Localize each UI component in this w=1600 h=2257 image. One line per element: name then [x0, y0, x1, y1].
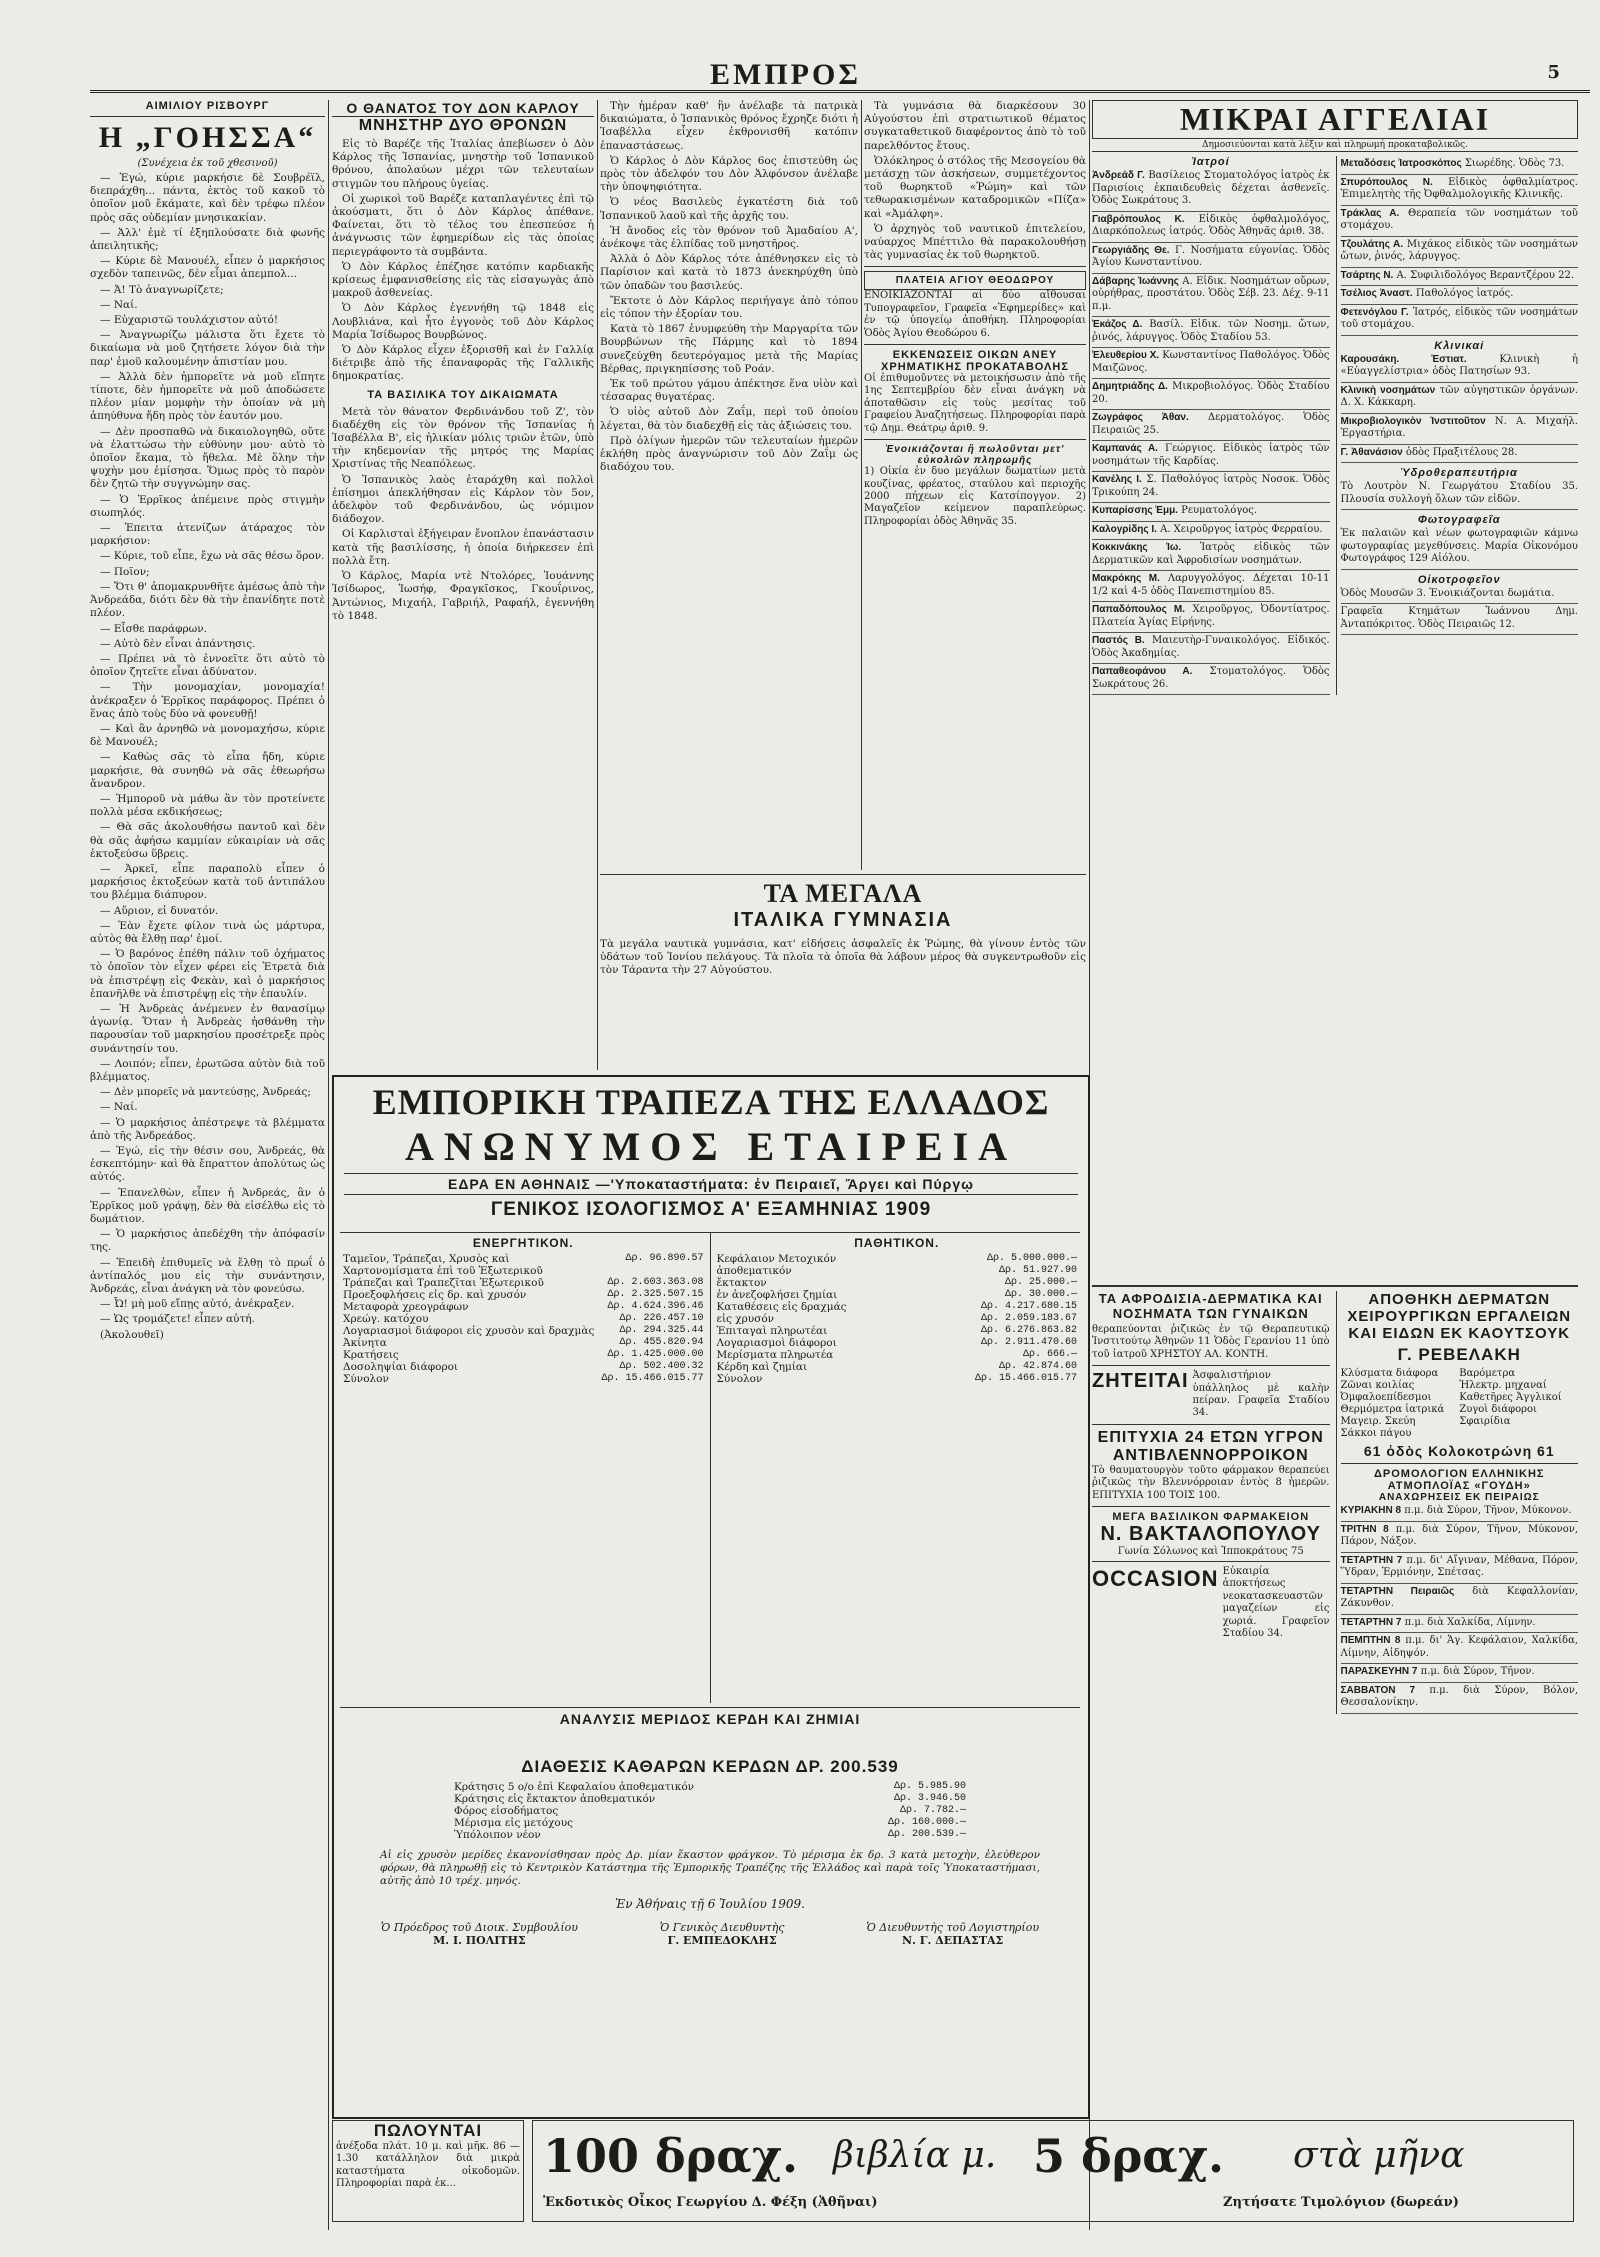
row-amount: Δρ. 200.539.— [887, 1829, 966, 1840]
doctor-ad: Κανέλης Ι. Σ. Παθολόγος ἰατρὸς Νοσοκ. Ὁδὸς Τρικούπη 24. [1092, 472, 1330, 503]
novel-paragraph: — Ἀ! Τὸ ἀναγνωρίζετε; [100, 283, 224, 296]
column-divider [597, 100, 598, 1070]
rubber-item: Βαρόμετρα [1459, 1368, 1516, 1379]
liabilities-table [714, 1253, 1081, 1385]
liability-row [714, 1373, 1081, 1385]
row-amount: Δρ. 5.985.90 [893, 1781, 966, 1792]
novel-paragraph: — Λοιπόν; εἶπεν, ἐρωτῶσα αὐτὸν διὰ τοῦ βλέμματος. [90, 1057, 325, 1083]
publisher: Ἐκδοτικὸς Οἶκος Γεωργίου Δ. Φέξη (Ἀθῆναι) [543, 2195, 878, 2210]
books-ad [532, 2120, 1574, 2222]
wanted-title: ΖΗΤΕΙΤΑΙ [1092, 1370, 1189, 1393]
rubber-item: Θερμόμετρα ἰατρικά [1340, 1404, 1445, 1415]
row-label: ἔκτακτον [716, 1277, 767, 1289]
doctor-ad: Τσάρτης Ν. Α. Συφιλιδολόγος Βεραντζέρου 22. [1341, 268, 1579, 287]
novel-paragraph: — Ὡς τρομάζετε! εἶπεν αὐτή. [100, 1313, 255, 1326]
row-label: εἰς χρυσόν [716, 1313, 775, 1325]
rubber-item: Μαγειρ. Σκεύη [1340, 1416, 1416, 1427]
bank-subtitle: ΑΝΩΝΥΜΟΣ ΕΤΑΙΡΕΙΑ [404, 1124, 1018, 1169]
lower-ads [1092, 1285, 1578, 1714]
doctor-ad: Καλογρίδης Ι. Α. Χειροῦργος ἰατρὸς Φερραίου. [1092, 522, 1330, 541]
novel-paragraph: — Αὔριον, εἰ δυνατόν. [100, 904, 219, 917]
row-amount: Δρ. 25.000.— [1004, 1277, 1077, 1288]
banner-text: Τὰ μεγάλα ναυτικὰ γυμνάσια, κατ' εἰδήσεις ἀσφαλεῖς ἐκ Ῥώμης, θὰ γίνουν ἐντὸς τῶν ὑδάτων τοῦ Ἰονίου πελάγους. Τὰ πλοῖα τὰ ὁποῖα θὰ λάβουν μέρος θὰ συγκεντρωθοῦν εἰς τὸν Τάραντα τὴν 27 Αὐγούστου. [600, 938, 1086, 977]
rubber-item: Καθετῆρες Ἀγγλικοί [1459, 1392, 1562, 1403]
rubber-title: ΑΠΟΘΗΚΗ ΔΕΡΜΑΤΩΝ ΧΕΙΡΟΥΡΓΙΚΩΝ ΕΡΓΑΛΕΙΩΝ ΚΑΙ ΕΙΔΩΝ ΕΚ ΚΑΟΥΤΣΟΥΚ [1347, 1291, 1572, 1342]
signature-role: Ὁ Πρόεδρος τοῦ Διοικ. Συμβουλίου [380, 1920, 578, 1934]
row-amount: Δρ. 666.— [1022, 1349, 1077, 1360]
row-amount: Δρ. 42.874.60 [998, 1361, 1077, 1372]
row-label: Τράπεζαι καὶ Τραπεζῖται Ἐξωτερικοῦ [343, 1277, 544, 1289]
rubber-address: 61 ὁδὸς Κολοκοτρώνη 61 [1363, 1443, 1555, 1459]
novel-paragraph: — Καθὼς σᾶς τὸ εἶπα ἤδη, κύριε μαρκήσιε, θὰ συνηθῶ νὰ σᾶς ἐθεωρήσω ἄνανδρον. [90, 751, 325, 790]
profit-table [451, 1781, 969, 1841]
doctor-ad: Σπυρόπουλος Ν. Εἰδικὸς ὀφθαλμίατρος. Ἐπιμελητὴς τῆς Ὀφθαλμολογικῆς Κλινικῆς. [1341, 175, 1579, 206]
shipping-line: ΤΕΤΑΡΤΗΝ 7 π.μ. δι' Αἴγιναν, Μέθανα, Πόρον, Ὕδραν, Ἑρμιόνην, Σπέτσας. [1341, 1553, 1579, 1584]
article-paragraph: Ὁ Δὸν Κάρλος ἐγεννήθη τῷ 1848 εἰς Λουβλιάνα, καὶ ἦτο ἐγγονὸς τοῦ Δὸν Κάρλος Μαρία Ἰσίδωρος Βουρβώνος. [332, 302, 594, 341]
row-label: Δοσοληψίαι διάφοροι [343, 1361, 459, 1373]
novel-paragraph: — Αὐτὸ δὲν εἶναι ἀπάντησις. [100, 637, 256, 650]
section-heading: Κλινικαί [1434, 339, 1485, 352]
wanted-ad [1092, 1370, 1330, 1420]
novel-paragraph: — Καὶ ἂν ἀρνηθῶ νὰ μονομαχήσω, κύριε δὲ Μανουέλ; [90, 722, 325, 749]
classifieds-right [1336, 156, 1579, 695]
office-ad: Γραφεῖα Κτημάτων Ἰωάννου Δημ. Ἀνταπόκριτος. Ὁδὸς Πειραιῶς 12. [1341, 604, 1579, 635]
occasion-title: OCCASION [1092, 1566, 1219, 1592]
doctor-ads [1092, 168, 1330, 695]
doctor-ad: Παπαθεοφάνου Α. Στοματολόγος. Ὁδὸς Σωκράτους 26. [1092, 664, 1330, 695]
article-paragraph: Τὰ γυμνάσια θὰ διαρκέσουν 30 Αὐγούστου ἐπὶ στρατιωτικοῦ θέματος συγκαταθετικοῦ διαφέροντος ἀπὸ τὸ τοῦ παρελθόντος ἔτους. [864, 100, 1086, 152]
article-paragraph: Τὴν ἡμέραν καθ' ἣν ἀνέλαβε τὰ πατρικὰ δικαιώματα, ὁ Ἱσπανικὸς θρόνος ἔχρηζε διότι ἡ Ἰσαβέλλα εἶχεν ἐκθρονισθῆ κατόπιν ἐπαναστάσεως. [600, 100, 858, 152]
doctor-ad: Κοκκινάκης Ἰω. Ἰατρὸς εἰδικὸς τῶν Δερματικῶν καὶ Ἀφροδισίων νοσημάτων. [1092, 540, 1330, 571]
doctor-ad: Μεταδόσεις Ἰατροσκόπος Σιωρέδης. Ὁδὸς 73. [1341, 156, 1579, 175]
notice-title: Ἐνοικιάζονται ἢ πωλοῦνται μετ' εὐκολιῶν πληρωμῆς [885, 444, 1065, 467]
row-amount: Δρ. 226.457.10 [619, 1313, 704, 1324]
asset-row [340, 1349, 707, 1361]
article-text [332, 138, 594, 384]
liability-row [714, 1265, 1081, 1277]
novel-paragraph: — Ὁ βαρόνος ἐπέθη πάλιν τοῦ ὀχήματος τὸ ὁποῖον τὸν εἶχεν φέρει εἰς Ἐτρετὰ διὰ νὰ ἐπιστρέψῃ εἰς Φεκὰν, καὶ ὁ μαρκήσιος ἐπανῆλθε νὰ ἐπιστρέψῃ εἰς τὴν ἐπαυλίν. [90, 948, 325, 1000]
occasion-ad [1092, 1566, 1330, 1640]
novel-paragraph: — Ἐγώ, κύριε μαρκήσιε δὲ Σουβρέϊλ, διεπράχθη... πάντα, ἐκτὸς τοῦ κακοῦ τὸ ὁποῖον μοῦ ἔκάματε, καὶ δὲν τρέφω πλέον πρὸς σᾶς οὐδεμίαν μνησικακίαν. [90, 172, 325, 224]
profit-row [451, 1829, 969, 1841]
article-paragraph: Ὁ υἱὸς αὐτοῦ Δὸν Ζαΐμ, περὶ τοῦ ὁποίου λέγεται, θὰ τὸν διαδεχθῇ εἰς τὰς ἀξιώσεις του. [600, 406, 858, 432]
asset-row [340, 1361, 707, 1373]
lower-left-ads [1092, 1291, 1330, 1714]
row-label: Μέρισμα εἰς μετόχους [454, 1817, 574, 1829]
row-label: Σύνολον [343, 1373, 389, 1385]
banner-title: ΤΑ ΜΕΓΑΛΑ [763, 879, 923, 908]
novel-paragraph: — Ὅτι θ' ἀπομακρυνθῆτε ἀμέσως ἀπὸ τὴν Ἀνδρεάδα, διότι δὲν θὰ τὴν ἐπανίδητε ποτὲ πλέον. [90, 580, 325, 620]
novel-paragraph: — Θὰ σᾶς ἀκολουθήσω παντοῦ καὶ δὲν θὰ σᾶς ἀφήσω καμμίαν εὐκαιρίαν νὰ σᾶς ἐκτοξεύσω ὕβρεις. [90, 821, 325, 860]
photo-ad: Ἐκ παλαιῶν καὶ νέων φωτογραφιῶν κάμνω φωτογραφίας μεγεθύνσεις. Μαρία Οἰκονόμου Φωτογράφος 129 Αἰόλου. [1341, 526, 1579, 570]
classifieds-column [1092, 100, 1578, 2230]
pharmacy-title: ΜΕΓΑ ΒΑΣΙΛΙΚΟΝ ΦΑΡΜΑΚΕΙΟΝ [1112, 1511, 1310, 1524]
row-label: Κεφάλαιον Μετοχικόν [716, 1253, 837, 1265]
row-amount: Δρ. 3.946.50 [893, 1793, 966, 1804]
sale-title: ΠΩΛΟΥΝΤΑΙ [373, 2121, 483, 2140]
shipping-line: ΤΕΤΑΡΤΗΝ Πειραιῶς διὰ Κεφαλλονίαν, Ζάκυνθον. [1341, 1584, 1579, 1615]
rubber-items [1341, 1368, 1579, 1440]
shipping-line: ΤΕΤΑΡΤΗΝ 7 π.μ. διὰ Χαλκίδα, Λίμνην. [1341, 1615, 1579, 1634]
novel-paragraph: — Εὐχαριστῶ τουλάχιστον αὐτό! [100, 314, 279, 327]
signatures [340, 1921, 1080, 1947]
asset-row [340, 1373, 707, 1385]
row-label: Καταθέσεις εἰς δραχμάς [716, 1301, 847, 1313]
gymnastics-banner [600, 870, 1086, 1070]
signature-role: Ὁ Γενικὸς Διευθυντὴς [659, 1920, 785, 1934]
classifieds-left [1092, 156, 1330, 695]
price-5: 5 δραχ. [1033, 2129, 1224, 2183]
asset-row [340, 1301, 707, 1313]
profit-row [451, 1817, 969, 1829]
wanted-text: Ἀσφαλιστήριον ὑπάλληλος μὲ καλὴν πείραν. Γραφεῖα Σταδίου 34. [1192, 1370, 1330, 1419]
novel-paragraph: — Ὁ μαρκήσιος ἀπεδέχθη τὴν ἀπόφασίν της. [90, 1228, 325, 1254]
clinic-ad: Γ. Ἀθανάσιον ὁδὸς Πραξιτέλους 28. [1341, 445, 1579, 464]
remedy-text: Τὸ θαυματουργὸν τοῦτο φάρμακον θεραπεύει ῥιζικῶς τὴν Βλεννόρροιαν ἐντὸς 8 ἡμερῶν. ΕΠΙΤΥΧΙΑ 100 ΤΟΙΣ 100. [1092, 1464, 1330, 1501]
novel-paragraph: — Ποῖον; [100, 565, 150, 578]
row-label: Κέρδη καὶ ζημίαι [716, 1361, 808, 1373]
row-amount: Δρ. 51.927.90 [998, 1265, 1077, 1276]
novel-paragraph: — Ἐγώ, εἰς τὴν θέσιν σου, Ἀνδρεάς, θὰ ἐσκεπτόμην· καὶ θὰ ἔπραττον ἀπολύτως ὡς αὐτός. [90, 1145, 325, 1184]
row-label: Φόρος εἰσοδήματος [454, 1805, 559, 1817]
row-label: ἐν ἀνεζοφλήσει ζημίαι [716, 1289, 838, 1301]
section-heading: Ἰατροί [1191, 156, 1230, 168]
doctor-ad: Παπαδόπουλος Μ. Χειροῦργος, Ὀδοντίατρος. Πλατεία Ἁγίας Εἰρήνης. [1092, 602, 1330, 633]
novel-paragraph: — Ἠμποροῦ νὰ μάθω ἂν τὸν προτείνετε πολλὰ μέσα εκδικήσεως; [90, 792, 325, 819]
occasion-text: Εὐκαιρία ἀποκτήσεως νεοκατασκευαστῶν μαγαζείων εἰς χωριά. Γραφεῖον Σταδίου 34. [1222, 1566, 1330, 1640]
liabilities-panel [711, 1233, 1081, 1703]
rubber-owner: Γ. ΡΕΒΕΛΑΚΗ [1397, 1345, 1521, 1364]
liability-row [714, 1349, 1081, 1361]
price-100: 100 δραχ. [543, 2129, 798, 2183]
row-label: Ὑπόλοιπον νέον [454, 1829, 541, 1841]
row-amount: Δρ. 15.466.015.77 [601, 1373, 704, 1384]
article-paragraph: Ἔκτοτε ὁ Δὸν Κάρλος περιήγαγε ἀπὸ τόπου εἰς τόπον τὴν ἐξορίαν του. [600, 294, 858, 321]
bank-date: Ἐν Ἀθήναις τῇ 6 Ἰουλίου 1909. [615, 1896, 805, 1911]
shipping-line: ΤΡΙΤΗΝ 8 π.μ. διὰ Σύρον, Τῆνον, Μύκονον, Πάρον, Νάξον. [1341, 1522, 1579, 1553]
row-label: Μεταφορὰ χρεογράφων [343, 1301, 469, 1313]
signature-name: Μ. Ι. ΠΟΛΙΤΗΣ [433, 1933, 526, 1947]
article-paragraph: Ὁ Δὸν Κάρλος ἐπέζησε κατόπιν καρδιακῆς κρίσεως ἐμφανισθείσης εἰς τὰς εἰσαγωγὰς ἀπὸ μακροῦ ἀσθενείας. [332, 260, 594, 300]
row-label: Σύνολον [716, 1373, 763, 1385]
assets-header: ΕΝΕΡΓΗΤΙΚΟΝ. [472, 1236, 574, 1250]
banner-subtitle: ΙΤΑΛΙΚΑ ΓΥΜΝΑΣΙΑ [733, 909, 953, 931]
row-amount: Δρ. 2.059.183.67 [980, 1313, 1077, 1324]
row-label: Ἐπιταγαὶ πληρωτέαι [716, 1325, 828, 1337]
shipping-line: ΠΕΜΠΤΗΝ 8 π.μ. δι' Ἁγ. Κεφάλαιον, Χαλκίδα, Λίμνην, Αἰδηψόν. [1341, 1633, 1579, 1664]
rubber-item: Ζυγοὶ διάφοροι [1459, 1404, 1537, 1415]
classifieds-subtitle: Δημοσιεύονται κατὰ λέξιν καὶ πληρωμή προκαταβολικῶς. [1092, 139, 1578, 152]
section-heading: Φωτογραφεῖα [1417, 514, 1501, 526]
article-paragraph: Οἱ χωρικοὶ τοῦ Βαρέζε καταπλαγέντες ἐπὶ τῷ ἀκούσματι, ὅτι ὁ Δὸν Κάρλος ἀπέθανε. Φαίνεται, ὅτι τὸ τέλος του ἐπεσπεύσε ἡ ἀνάγνωσις τῶν ἐφημερίδων εἰς τὰς ὁποίας περιεγράφοντο τὰ συμβάντα. [332, 192, 594, 258]
article-paragraph: Ὁ Δὸν Κάρλος εἶχεν ἐξορισθῆ καὶ ἐν Γαλλίᾳ διέτριβε ἀπὸ τῆς ἐπαναφορᾶς τῆς Γαλλικῆς δημοκρατίας. [332, 344, 594, 383]
article-paragraph: Οἱ Καρλισταὶ ἐξήγειραν ἔνοπλον ἐπανάστασιν κατὰ τῆς βασιλίσσης, ἡ ὁποία διήρκεσεν ἐπὶ πολλὰ ἔτη. [332, 528, 594, 567]
novel-paragraph: — Ἀρκεῖ, εἶπε παραπολὺ εἶπεν ὁ μαρκήσιος ἐκτοξεύων κατὰ τοῦ ἀντιπάλου του βλέμμα διάπυρον. [90, 862, 325, 902]
notice-text: 1) Οἰκία ἐν δυο μεγάλων δωματίων μετὰ κουζίνας, φρέατος, σταύλου καὶ περιοχῆς 2000 πήχεων εἰς Κατσίπογγον. 2) Μαγαζεῖον κείμενον παραπλεύρως. Πληροφορίαι ὁδὸς Ἀθηνᾶς 35. [864, 466, 1086, 527]
doctor-ad: Ἐλευθερίου Χ. Κωνσταντίνος Παθολόγος. Ὁδὸς Μαιζῶνος. [1092, 348, 1330, 379]
clinic-ad: Κλινικὴ νοσημάτων τῶν αὐγηστικῶν ὀργάνων. Δ. Χ. Κάκκαρη. [1341, 383, 1579, 414]
doctor-ads-right [1341, 156, 1579, 336]
novel-paragraph: — Δὲν προσπαθῶ νὰ δικαιολογηθῶ, οὔτε νὰ ἐλαττώσω τὴν εὐθύνην μου· αὐτὸ τὸ ὁποῖον ἔκαμα, τὸ ἤθελα. Μὲ ὅλην τὴν ψυχὴν μου ἐμίσησα. Ὅμως πρὸς τὸ παρὸν δὲν ζητῶ τὴν συγγνώμην σας. [90, 425, 325, 491]
row-amount: Δρ. 5.000.000.— [986, 1253, 1077, 1264]
row-amount: Δρ. 7.782.— [899, 1805, 966, 1816]
balance-title: ΓΕΝΙΚΟΣ ΙΣΟΛΟΓΙΣΜΟΣ Α' ΕΞΑΜΗΝΙΑΣ 1909 [490, 1199, 932, 1220]
novel-paragraph: — Ὁ Ἐρρῖκος ἀπέμεινε πρὸς στιγμὴν σιωπηλός. [90, 493, 325, 519]
masthead [90, 58, 1590, 93]
novel-paragraph: — Ἀλλ' ἐμὲ τί ἐξηπλούσατε διὰ φωνῆς ἀπειλητικῆς; [90, 226, 325, 253]
asset-row [340, 1325, 707, 1337]
asset-row [340, 1337, 707, 1349]
row-amount: Δρ. 294.325.44 [619, 1325, 704, 1336]
row-amount: Δρ. 2.325.507.15 [607, 1289, 704, 1300]
doctor-ad: Κυπαρίσσης Ἐμμ. Ρευματολόγος. [1092, 503, 1330, 522]
novel-paragraph: — Εἶσθε παράφρων. [100, 622, 207, 635]
row-label: Προεξοφλήσεις εἰς δρ. καὶ χρυσόν [343, 1289, 527, 1301]
doctor-ad: Ἐκάζος Δ. Βασίλ. Εἰδικ. τῶν Νοσημ. ὤτων, ῥινός, λάρυγγος. Ὁδὸς Σταδίου 53. [1092, 317, 1330, 348]
page-number: 5 [1547, 62, 1560, 83]
months-label: στὰ μῆνα [1293, 2135, 1465, 2176]
article-paragraph: Ἐκ τοῦ πρώτου γάμου ἀπέκτησε ἕνα υἱὸν καὶ τέσσαρας θυγατέρας. [600, 378, 858, 404]
liability-row [714, 1337, 1081, 1349]
rubber-item: Ἠλεκτρ. μηχαναί [1459, 1380, 1547, 1391]
signature-role: Ὁ Διευθυντὴς τοῦ Λογιστηρίου [866, 1920, 1040, 1934]
novel-paragraph: — Ναί. [100, 298, 138, 311]
column-divider [328, 100, 329, 2230]
bank-seat: ΕΔΡΑ ΕΝ ΑΘΗΝΑΙΣ —'Υποκαταστήματα: ἐν Πειραιεῖ, Ἄργει καὶ Πύργῳ [344, 1173, 1078, 1195]
article-paragraph: Κατὰ τὸ 1867 ἐνυμφεύθη τὴν Μαργαρίτα τῶν Βουρβώνων τῆς Πάρμης καὶ τὸ 1894 συνεζεύχθη δευτερόγαμος μετὰ τῆς Μαρίας Βέρθας, πριγκηπίσσης τοῦ Ροάν. [600, 323, 858, 375]
assets-table [340, 1253, 707, 1385]
bank-statement [332, 1075, 1090, 2119]
profit-title: ΔΙΑΘΕΣΙΣ ΚΑΘΑΡΩΝ ΚΕΡΔΩΝ ΔΡ. 200.539 [521, 1757, 899, 1776]
doctor-ad: Γεωργιάδης Θε. Γ. Νοσήματα εὐγονίας. Ὁδὸς Ἀγίου Κωνσταντίνου. [1092, 243, 1330, 274]
article-paragraph: Πρὸ ὀλίγων ἡμερῶν τῶν τελευταίων ἡμερῶν ἐκλήθη πρὸς ἀναγνώρισιν τοῦ Δὸν Ζαΐμ ὡς διαδόχου του. [600, 434, 858, 474]
shipping-schedule [1341, 1503, 1579, 1714]
row-label: Κράτησις 5 ο/ο ἐπὶ Κεφαλαίου ἀποθεματικόν [454, 1781, 695, 1793]
novel-paragraph: — Ναί. [100, 1101, 138, 1114]
row-amount: Δρ. 160.000.— [887, 1817, 966, 1828]
row-label: Ταμεῖον, Τράπεζαι, Χρυσὸς καὶ Χαρτονομίσματα ἐπὶ τοῦ Ἐξωτερικοῦ [343, 1253, 543, 1277]
profit-row [451, 1793, 969, 1805]
row-label: Κράτησις εἰς ἔκτακτον ἀποθεματικόν [454, 1793, 656, 1805]
profit-section [340, 1707, 1080, 1947]
rubber-item: Ὀμφαλοεπίδεσμοι [1340, 1392, 1432, 1403]
novel-paragraph: — Τὴν μονομαχίαν, μονομαχία! ἀνέκραξεν ὁ Ἐρρῖκος παράφορος. Πρέπει ὁ ἕνας ἀπὸ τοὺς δύο νὰ φονευθῇ! [90, 681, 325, 720]
row-amount: Δρ. 30.000.— [1004, 1289, 1077, 1300]
doctor-ad: Παστός Β. Μαιευτὴρ-Γυναικολόγος. Εἰδικός. Ὁδὸς Ἀκαδημίας. [1092, 633, 1330, 664]
liability-row [714, 1301, 1081, 1313]
clinic-title: ΤΑ ΑΦΡΟΔΙΣΙΑ-ΔΕΡΜΑΤΙΚΑ ΚΑΙ ΝΟΣΗΜΑΤΑ ΤΩΝ ΓΥΝΑΙΚΩΝ [1098, 1291, 1323, 1321]
ask-catalogue: Ζητήσατε Τιμολόγιον (δωρεάν) [1223, 2195, 1459, 2210]
novel-paragraph: — Ἡ Ἀνδρεὰς ἀνέμενεν ἐν θανασίμῳ ἀγωνίᾳ. Ὅταν ἡ Ἀνδρεὰς ἠσθάνθη τὴν παρουσίαν τοῦ μαρκησίου προσέτρεξε πρὸς συνάντησίν του. [90, 1002, 325, 1055]
shipping-line: ΣΑΒΒΑΤΟΝ 7 π.μ. διὰ Σύρον, Βόλον, Θεσσαλονίκην. [1341, 1683, 1579, 1714]
asset-row [340, 1253, 707, 1277]
liability-row [714, 1361, 1081, 1373]
novel-text [90, 172, 325, 1342]
shipping-line: ΠΑΡΑΣΚΕΥΗΝ 7 π.μ. διὰ Σύρον, Τῆνον. [1341, 1664, 1579, 1683]
article-subheadline: ΜΝΗΣΤΗΡ ΔΥΟ ΘΡΟΝΩΝ [358, 117, 568, 134]
row-amount: Δρ. 96.890.57 [625, 1253, 704, 1264]
section-heading: Οἰκοτροφεῖον [1417, 573, 1501, 586]
asset-row [340, 1277, 707, 1289]
row-amount: Δρ. 2.603.363.08 [607, 1277, 704, 1288]
article-paragraph: Ἀλλὰ ὁ Δὸν Κάρλος τότε ἀπέθνησκεν εἰς τὸ Παρίσιον καὶ κατὰ τὸ 1873 ἀνεκηρύχθη ὑπὸ τῶν ὀπαδῶν του βασιλεύς. [600, 253, 858, 292]
shipping-title: ΔΡΟΜΟΛΟΓΙΟΝ ΕΛΛΗΝΙΚΗΣ ΑΤΜΟΠΛΟΪΑΣ «ΓΟΥΔΗ» [1374, 1468, 1545, 1492]
row-label: Λογαριασμοὶ διάφοροι [716, 1337, 837, 1349]
liability-row [714, 1289, 1081, 1301]
article-paragraph: Ὁ Κάρλος, Μαρία ντὲ Ντολόρες, Ἰουάννης Ἰσίδωρος, Ἰωσήφ, Φραγκῖσκος, Γκουΐρινος, Ἀντώνιος, Μιχαήλ, Γαβριήλ, Ραφαήλ, ἐγεννήθη τὸ 1848. [332, 570, 594, 622]
clinic-ad: Μικροβιολογικὸν Ἰνστιτοῦτον Ν. Α. Μιχαήλ. Ἐργαστήρια. [1341, 414, 1579, 445]
liability-row [714, 1277, 1081, 1289]
sale-text: ἀνέξοδα πλάτ. 10 μ. καὶ μῆκ. 86 — 1.30 κατάλληλον διὰ μικρὰ καταστήματα οἰκοδομῶν. Πληροφορίαι παρὰ ἐκ... [336, 2141, 520, 2190]
rubber-item: Σφαιρίδια [1459, 1416, 1511, 1427]
novel-paragraph: — Ὦ! μὴ μοῦ εἴπῃς αὐτό, ἀνέκραξεν. [100, 1298, 295, 1311]
article-paragraph: Ἡ ἄνοδος εἰς τὸν θρόνον τοῦ Ἀμαδαίου Α', ἀνέκοψε τὰς ἐλπίδας τοῦ μνηστῆρος. [600, 224, 858, 251]
article-paragraph: Ὁ Ἰσπανικὸς λαὸς ἐταράχθη καὶ πολλοὶ ἐπίσημοι ἀπεκλήθησαν εἰς Κάρλον τὸν 5ον, ἀδελφὸν τοῦ Φερδινάνδου, ὡς νόμιμον διάδοχον. [332, 473, 594, 526]
don-carlos-article [332, 100, 594, 1170]
novel-paragraph: — Πρέπει νὰ τὸ ἐννοεῖτε ὅτι αὐτὸ τὸ ὁποῖον ζητεῖτε εἶναι ἀδύνατον. [90, 652, 325, 679]
novel-paragraph: — Ἐπειδὴ ἐπιθυμεῖς νὰ ἔλθῃ τὸ πρωΐ ὁ ἀντίπαλός μου εἰς τὴν συνάντησιν, Ἀνδρεάς, εἶναι ἀνάγκη νὰ τὸν φονεύσω. [90, 1256, 325, 1296]
article-paragraph: Μετὰ τὸν θάνατον Φερδινάνδου τοῦ Ζ', τὸν διαδέχθη εἰς τὸν θρόνον τῆς Ἱσπανίας ἡ Ἰσαβέλλα Β', εἰς ἡλικίαν μόλις τριῶν ἐτῶν, ὑπὸ τὴν κηδεμονίαν τῆς μητρός της Μαρίας Χριστίνας τῆς Νεαπόλεως. [332, 405, 594, 471]
novel-paragraph: (Ἀκολουθεῖ) [100, 1328, 164, 1341]
row-label: Μερίσματα πληρωτέα [716, 1349, 834, 1361]
row-amount: Δρ. 4.217.680.15 [980, 1301, 1077, 1312]
assets-panel [340, 1233, 711, 1703]
row-amount: Δρ. 1.425.000.00 [607, 1349, 704, 1360]
doctor-ad: Ἀνδρεάδ Γ. Βασίλειος Στοματολόγος ἰατρὸς ἐκ Παρισίοις ἐκπαιδευθεὶς δέχεται ἀσθενεῖς. Ὁδὸς Σωκράτους 3. [1092, 168, 1330, 212]
bottom-advert-strip [332, 2120, 1578, 2225]
article-paragraph: Εἰς τὸ Βαρέζε τῆς Ἰταλίας ἀπεβίωσεν ὁ Δὸν Κάρλος τῆς Ἱσπανίας, μνηστὴρ τοῦ Ἱσπανικοῦ θρόνου, ἀπολαύων μέχρι τῶν τελευταίων στιγμῶν του πλήρους ὑγείας. [332, 138, 594, 190]
novel-title: Η „ΓΟΗΣΣΑ“ [98, 121, 317, 154]
row-label: ἀποθεματικόν [716, 1265, 792, 1277]
row-amount: Δρ. 4.624.396.46 [607, 1301, 704, 1312]
novel-paragraph: — Ἀλλὰ δὲν ἠμπορεῖτε νὰ μοῦ εἴπητε τίποτε, δὲν ἠμπορεῖτε νὰ μοῦ ἀποδώσετε πλέον μίαν μομφὴν τὴν ὁποίαν νὰ μὴ ἀπηύθυνα ἤδη πρὸς τὸν ἑαυτόν μου. [90, 370, 325, 423]
article-paragraph: Ὁ νέος Βασιλεὺς ἐγκατέστη διὰ τοῦ Ἱσπανικοῦ λαοῦ καὶ τῆς ἀρχῆς του. [600, 196, 858, 222]
doctor-ad: Μακρόκης Μ. Λαρυγγολόγος. Δέχεται 10-11 1/2 καὶ 4-5 ὁδὸς Πανεπιστημίου 85. [1092, 571, 1330, 602]
section-heading: ΤΑ ΒΑΣΙΛΙΚΑ ΤΟΥ ΔΙΚΑΙΩΜΑΤΑ [367, 388, 559, 401]
notice-text: ΕΝΟΙΚΙΑΖΟΝΤΑΙ αἱ δύο αἴθουσαι Τυπογραφεῖον, Γραφεῖα «Ἐφημερίδες» καὶ ἐν τῷ ὑπογείῳ ἀποθήκη. Πληροφορίαι Ὁδὸς Ἀγίου Θεοδώρου 6. [864, 290, 1086, 339]
lower-right-ads [1336, 1291, 1579, 1714]
article-text-continued [332, 406, 594, 623]
rubber-item: Κλύσματα διάφορα [1340, 1368, 1439, 1379]
serial-novel-column [90, 100, 325, 2230]
analysis-title: ΑΝΑΛΥΣΙΣ ΜΕΡΙΔΟΣ ΚΕΡΔΗ ΚΑΙ ΖΗΜΙΑΙ [340, 1707, 1080, 1727]
doctor-ad: Τζουλάτης Α. Μιχάκος εἰδικὸς τῶν νοσημάτων ὤτων, ῥινός, λάρυγγος. [1341, 237, 1579, 268]
profit-row [451, 1805, 969, 1817]
novel-paragraph: — Δὲν μπορεῖς νὰ μαντεύσῃς, Ἀνδρεάς; [100, 1086, 311, 1099]
notice-title: ΠΛΑΤΕΙΑ ΑΓΙΟΥ ΘΕΟΔΩΡΟΥ [864, 271, 1086, 290]
doctor-ad: Δημητριάδης Δ. Μικροβιολόγος. Ὁδὸς Σταδίου 20. [1092, 379, 1330, 410]
doctor-ad: Δάβαρης Ἰωάννης Α. Εἰδικ. Νοσημάτων οὔρων, οὐρήθρας, προστάτου. Ὁδὸς Σέβ. 23. Δέχ. 9-11 π.μ. [1092, 274, 1330, 318]
asset-row [340, 1313, 707, 1325]
section-heading: Ὑδροθεραπευτήρια [1400, 467, 1518, 479]
hydro-ad: Τὸ Λουτρὸν Ν. Γεωργάτου Σταδίου 35. Πλουσία συλλογὴ ὅλων τῶν εἰδῶν. [1341, 479, 1579, 510]
row-label: Λογαριασμοὶ διάφοροι εἰς χρυσὸν καὶ δραχμὰς [343, 1325, 595, 1337]
article-paragraph: Ὁ Κάρλος ὁ Δὸν Κάρλος 6ος ἐπιστεύθη ὡς πρὸς τὸν ἀδελφόν του Δὸν Ἀλφόνσον ἀνέλαβε τὴν ὑποψηφιότητα. [600, 154, 858, 194]
remedy-title: ΕΠΙΤΥΧΙΑ 24 ΕΤΩΝ ΥΓΡΟΝ ΑΝΤΙΒΛΕΝΝΟΡΡΟΙΚΟΝ [1097, 1428, 1324, 1464]
signature-block [866, 1921, 1039, 1947]
rubber-item: Σάκκοι πάγου [1340, 1428, 1412, 1439]
classifieds-title: ΜΙΚΡΑΙ ΑΓΓΕΛΙΑΙ [1092, 100, 1578, 139]
pharmacy-address: Γωνία Σόλωνος καὶ Ἱπποκράτους 75 [1117, 1546, 1304, 1558]
row-amount: Δρ. 455.820.94 [619, 1337, 704, 1348]
article-continued-text [600, 100, 858, 474]
doctor-ad: Φετενόγλου Γ. Ἰατρός, εἰδικὸς τῶν νοσημάτων τοῦ στομάχου. [1341, 305, 1579, 336]
balance-sheet [340, 1232, 1080, 1703]
doctor-ad: Τράκλας Α. Θεραπεία τῶν νοσημάτων τοῦ στομάχου. [1341, 206, 1579, 237]
books-label: βιβλία μ. [833, 2135, 997, 2176]
liability-row [714, 1313, 1081, 1325]
signature-block [381, 1921, 578, 1947]
novel-paragraph: — Κύριε δὲ Μανουέλ, εἶπεν ὁ μαρκήσιος σχεδὸν ταπεινῶς, δὲν εἶμαι ἀπεμπολ... [90, 255, 325, 281]
shipping-subtitle: ΑΝΑΧΩΡΗΣΕΙΣ ΕΚ ΠΕΙΡΑΙΩΣ [1378, 1492, 1540, 1503]
signature-name: Ν. Γ. ΔΕΠΑΣΤΑΣ [902, 1933, 1004, 1947]
masthead-title: ΕΜΠΡΟΣ [710, 58, 861, 91]
article-paragraph: Ὁ ἀρχηγὸς τοῦ ναυτικοῦ ἐπιτελείου, ναύαρχος Μπέττιλο θὰ παρακολουθήσῃ τὰς γυμνασίας ἐκ τοῦ θωρηκτοῦ. [864, 222, 1086, 262]
signature-name: Γ. ΕΜΠΕΔΟΚΛΗΣ [667, 1933, 777, 1947]
naval-text [864, 100, 1086, 262]
asset-row [340, 1289, 707, 1301]
signature-block [660, 1921, 785, 1947]
doctor-ad: Ζωγράφος Ἀθαν. Δερματολόγος. Ὁδὸς Πειραιῶς 25. [1092, 410, 1330, 441]
bank-title: ΕΜΠΟΡΙΚΗ ΤΡΑΠΕΖΑ ΤΗΣ ΕΛΛΑΔΟΣ [372, 1082, 1050, 1122]
liability-row [714, 1325, 1081, 1337]
doctor-ad: Καμπανάς Α. Γεώργιος. Εἰδικὸς ἰατρὸς τῶν νοσημάτων τῆς Καρδίας. [1092, 441, 1330, 472]
row-label: Κρατήσεις [343, 1349, 399, 1361]
novel-continuation: (Συνέχεια ἐκ τοῦ χθεσινοῦ) [137, 158, 278, 169]
novel-paragraph: — Ἐπειτα ἀτενίζων ἀτάραχος τὸν μαρκήσιον: [90, 522, 325, 548]
row-amount: Δρ. 502.400.32 [619, 1361, 704, 1372]
novel-paragraph: — Ἐπανελθὼν, εἶπεν ἡ Ἀνδρεάς, ἂν ὁ Ἐρρῖκος μοῦ γράψῃ, δὲν θὰ εἰσέλθω εἰς τὸ δωμάτιον. [90, 1186, 325, 1226]
novel-paragraph: — Ὁ μαρκήσιος ἀπέστρεψε τὰ βλέμματα ἀπὸ τῆς Ἀνδρεάδος. [90, 1116, 325, 1142]
rubber-item: Ζῶναι κοιλίας [1340, 1380, 1415, 1391]
liability-row [714, 1253, 1081, 1265]
row-label: Ἀκίνητα [343, 1337, 387, 1349]
doctor-ad: Τσέλιος Ἀναστ. Παθολόγος ἰατρός. [1341, 286, 1579, 305]
classifieds-grid [1092, 156, 1578, 695]
row-amount: Δρ. 15.466.015.77 [974, 1373, 1077, 1384]
notice-title: ΕΚΚΕΝΩΣΕΙΣ ΟΙΚΩΝ ΑΝΕΥ ΧΡΗΜΑΤΙΚΗΣ ΠΡΟΚΑΤΑΒΟΛΗΣ [881, 349, 1069, 374]
notice-text: Οἱ ἐπιθυμοῦντες νὰ μετοικήσωσιν ἀπὸ τῆς 1ης Σεπτεμβρίου δὲν εἶναι ἀνάγκη νὰ ἀποταθῶσιν εἰς τοὺς μεσίτας τοῦ Γραφείου Ἀναζητήσεως. Πληροφορίαι παρὰ τῷ Δημ. Θεάτρῳ ἀριθ. 9. [864, 373, 1086, 434]
row-label: Χρεώγ. κατόχου [343, 1313, 429, 1325]
row-amount: Δρ. 6.276.863.82 [980, 1325, 1077, 1336]
novel-paragraph: — Ἐὰν ἔχετε φίλον τινὰ ὡς μάρτυρα, αὐτὸς θὰ ἔλθῃ παρ' ἐμοί. [90, 919, 325, 945]
pharmacy-name: Ν. ΒΑΚΤΑΛΟΠΟΥΛΟΥ [1100, 1523, 1322, 1546]
novel-author: ΑΙΜΙΛΙΟΥ ΡΙΣΒΟΥΡΓ [145, 100, 270, 112]
article-paragraph: Ὁλόκληρος ὁ στόλος τῆς Μεσογείου θὰ μετάσχῃ τῶν ἀσκήσεων, συμμετέχοντος τοῦ θωρηκτοῦ «Ῥώμη» καὶ τῶν τεθωρακισμένων καταδρομικῶν «Πίζα» καὶ «Ἀμάλφη». [864, 154, 1086, 220]
shipping-line: ΚΥΡΙΑΚΗΝ 8 π.μ. διὰ Σύρον, Τῆνον, Μύκονον. [1341, 1503, 1579, 1522]
article-headline: Ο ΘΑΝΑΤΟΣ ΤΟΥ ΔΟΝ ΚΑΡΛΟΥ [332, 100, 594, 117]
novel-paragraph: — Κύριε, τοῦ εἶπε, ἔχω νὰ σᾶς θέσω ὅρον. [100, 550, 325, 563]
clinic-text: θεραπεύονται ῥιζικῶς ἐν τῷ Θεραπευτικῷ Ἰνστιτούτῳ Ἀθηνῶν 11 Ὁδὸς Γερανίου 11 ὑπὸ τοῦ ἰατροῦ ΧΡΗΣΤΟΥ ΑΛ. ΚΟΝΤΗ. [1092, 1324, 1330, 1360]
row-amount: Δρ. 2.911.470.60 [980, 1337, 1077, 1348]
profit-row [451, 1781, 969, 1793]
novel-paragraph: — Ἀναγνωρίζω μάλιστα ὅτι ἔχετε τὸ δικαίωμα νὰ μοῦ ζητήσετε λόγον διὰ τὴν παρ' ἐμοῦ καλουμένην ἀπιστίαν μου. [90, 329, 325, 368]
clinic-ads [1341, 352, 1579, 464]
sale-ad [332, 2120, 524, 2222]
clinic-ad: Καρουσάκη. Ἑστιατ. Κλινικὴ ἡ «Εὐαγγελίστρια» ὁδὸς Πατησίων 93. [1341, 352, 1579, 383]
dividend-note: Αἱ εἰς χρυσὸν μερίδες ἐκανονίσθησαν πρὸς Δρ. μίαν ἕκαστον φράγκον. Τὸ μέρισμα ἐκ δρ. 3 κατὰ μετοχὴν, ἐλεύθερον φόρων, θὰ πληρωθῇ εἰς τὸ Κεντρικὸν Κατάστημα τῆς Ἐμπορικῆς Τραπέζης τῆς Ἑλλάδος καὶ παρὰ τοῖς Ὑποκαταστήμασι, αὐτῆς ἀπὸ 10 τρέχ. μηνός. [380, 1849, 1040, 1888]
rent-ad: Ὁδὸς Μουσῶν 3. Ἐνοικιάζονται δωμάτια. [1341, 586, 1579, 605]
doctor-ad: Γιαβρόπουλος Κ. Εἰδικὸς ὀφθαλμολόγος, Διαρκόπολεως ἰατρός. Ὁδὸς Ἀθηνᾶς ἀριθ. 38. [1092, 212, 1330, 243]
liabilities-header: ΠΑΘΗΤΙΚΟΝ. [854, 1236, 940, 1250]
